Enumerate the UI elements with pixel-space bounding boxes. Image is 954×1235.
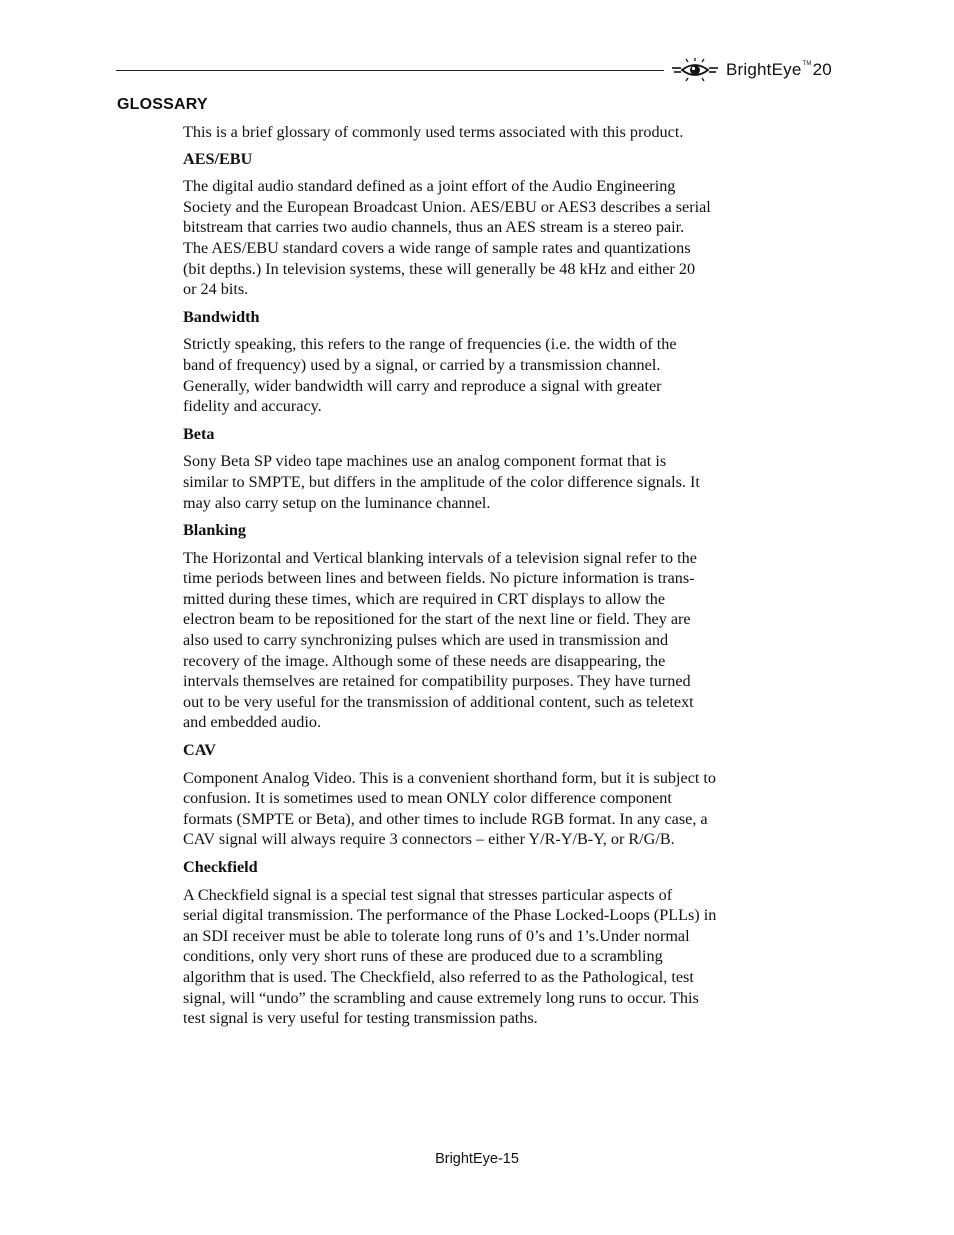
section-title: GLOSSARY	[117, 96, 208, 113]
trademark-mark: TM	[802, 61, 812, 67]
eye-logo-icon	[670, 58, 720, 82]
brand-wordmark	[726, 60, 832, 80]
glossary-definition: Component Analog Video. This is a convenient shorthand form, but it is subject to confusion. It is sometimes used to mean ONLY color difference component formats (SMPTE or Beta), and other times to include RGB format. In any case, a CAV signal will always require 3 connectors – either Y/R-Y/B-Y, or R/G/B.	[183, 768, 717, 849]
glossary-term: Bandwidth	[183, 307, 260, 326]
header-rule	[116, 70, 664, 71]
brand-name: BrightEye	[726, 60, 802, 79]
glossary-intro: This is a brief glossary of commonly used terms associated with this product.	[183, 123, 684, 141]
glossary-term: Beta	[183, 424, 215, 443]
glossary-entry	[183, 307, 843, 417]
glossary-content	[183, 122, 843, 1036]
glossary-entry	[183, 520, 843, 733]
glossary-term: AES/EBU	[183, 149, 253, 168]
glossary-definition: A Checkfield signal is a special test signal that stresses particular aspects of serial digital transmission. The performance of the Phase Locked-Loops (PLLs) in an SDI receiver must be able to tolerate long runs of 0’s and 1’s.Under normal conditions, only very short runs of these are produced due to a scrambling algorithm that is used. The Checkfield, also referred to as the Pathological, test signal, will “undo” the scrambling and cause extremely long runs to occur. This test signal is very useful for testing transmission paths.	[183, 885, 717, 1028]
glossary-term: Checkfield	[183, 858, 258, 876]
page-footer: BrightEye-15	[435, 1151, 519, 1167]
glossary-definition: The digital audio standard defined as a joint effort of the Audio Engineering Society and the European Broadcast Union. AES/EBU or AES3 describes a serial bitstream that carries two audio channels, thus an AES stream is a stereo pair. The AES/EBU standard covers a wide range of sample rates and quantizations (bit depths.) In television systems, these will generally be 48 kHz and either 20 or 24 bits.	[183, 177, 711, 299]
glossary-definition: The Horizontal and Vertical blanking intervals of a television signal refer to the time periods between lines and between fields. No picture information is trans- mitted during these times, which are required in CRT displays to allow the electron beam to be repositioned for the start of the next line or field. They are also used to carry synchronizing pulses which are used in transmission and recovery of the image. Although some of these needs are disappearing, the intervals themselves are retained for compatibility purposes. They have turned out to be very useful for the transmission of additional content, such as teletext and embedded audio.	[183, 548, 697, 732]
glossary-term: CAV	[183, 741, 216, 760]
glossary-definition: Strictly speaking, this refers to the range of frequencies (i.e. the width of the band of frequency) used by a signal, or carried by a transmission channel. Generally, wider bandwidth will carry and reproduce a signal with greater fidelity and accuracy.	[183, 335, 677, 416]
glossary-entry	[183, 149, 843, 300]
brand-logo	[670, 58, 832, 82]
glossary-term: Blanking	[183, 521, 246, 540]
glossary-entry	[183, 740, 843, 850]
glossary-definition: Sony Beta SP video tape machines use an analog component format that is similar to SMPTE, but differs in the amplitude of the color difference signals. It may also carry setup on the luminance channel.	[183, 452, 700, 512]
model-number: 20	[812, 60, 832, 79]
glossary-entry	[183, 857, 843, 1029]
glossary-entry	[183, 424, 843, 513]
